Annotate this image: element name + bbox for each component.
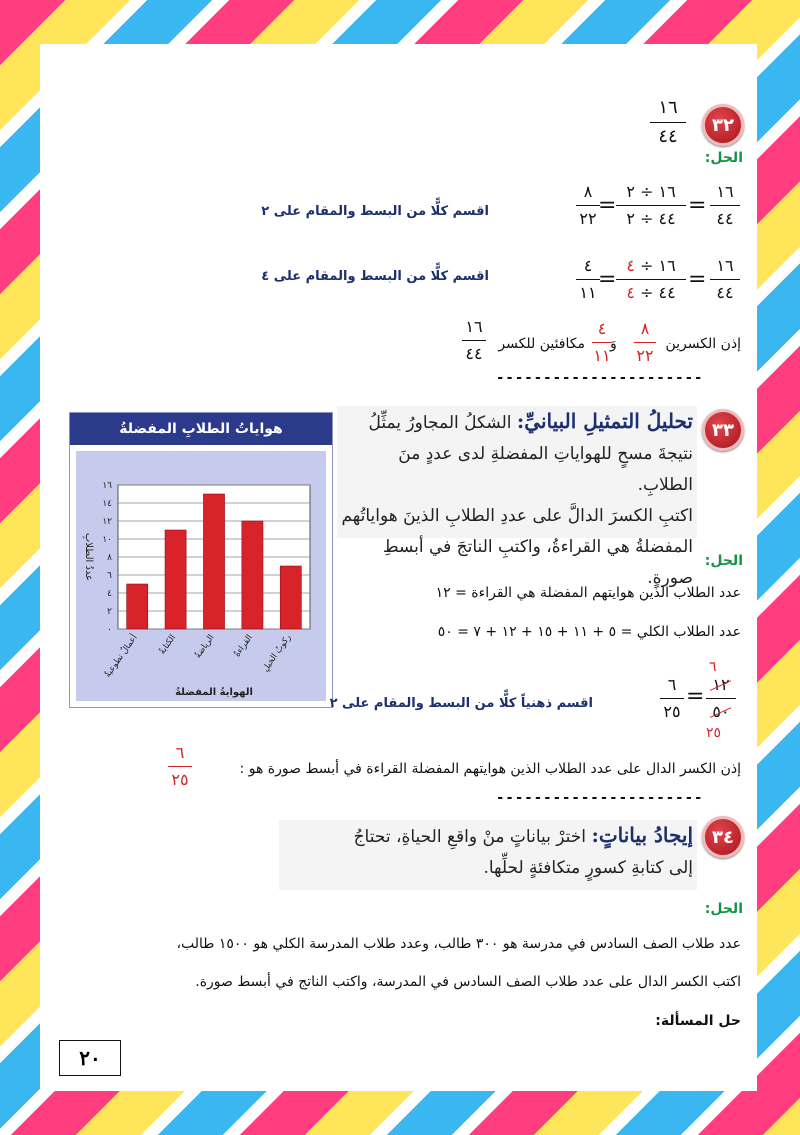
x-axis-label: الهوايةُ المفضلةُ — [175, 687, 253, 698]
question-32-badge — [702, 104, 744, 146]
y-tick-label: ١٤ — [102, 499, 112, 509]
y-tick-label: ٢ — [107, 607, 112, 617]
equals-sign: = — [688, 267, 707, 292]
problem-text: تحليلُ التمثيلِ البيانيِّ: الشكلُ المجاورُ يمثِّلُ نتيجةَ مسحٍ للهواياتِ المفضلةِ لدى عددٍ منَ الطلابِ. اكتبِ الكسرَ الدالَّ على عددِ الطلابِ الذينَ هواياتُهم المفضلةُ هي القراءةُ، واكتبِ الناتجَ في أبسطِ صورةٍ. — [337, 406, 697, 538]
solution-label: الحل: — [704, 150, 743, 166]
problem-fraction — [650, 99, 686, 146]
division-fraction: ١٦ ÷ ٢ ٤٤ ÷ ٢ — [616, 184, 686, 227]
bar — [203, 494, 224, 629]
division-fraction: ١٦ ÷ ٤ ٤٤ ÷ ٤ — [616, 258, 686, 301]
new-denominator: ٢٥ — [706, 725, 722, 741]
conclusion-prefix: إذن الكسرين — [665, 336, 741, 352]
numerator: ١٦ — [658, 97, 678, 118]
y-tick-label: ٦ — [107, 571, 112, 581]
answer-fraction: ٦ ٢٥ — [168, 745, 192, 788]
y-axis-label: عددُ الطلابِ — [83, 532, 94, 582]
x-tick-label: أعمالٌ تطوعيةٌ — [102, 632, 140, 680]
equals-sign: = — [598, 267, 617, 292]
solution-label: الحل: — [704, 901, 743, 917]
divider: ---------------------- — [496, 370, 704, 386]
bar — [280, 566, 301, 629]
step-note: اقسم كلًّا من البسط والمقام على ٢ — [261, 204, 489, 219]
problem-text: إيجادُ بياناتٍ: اخترْ بياناتٍ منْ واقعِ الحياةِ، تحتاجُ إلى كتابةِ كسورٍ متكافئةٍ لحلِّها. — [279, 820, 697, 890]
fraction: ١٦ ٤٤ — [710, 258, 740, 301]
problem-title: إيجادُ بياناتٍ: — [591, 823, 693, 847]
conclusion: إذن الكسر الدال على عدد الطلاب الذين هوايتهم المفضلة القراءة في أبسط صورة هو : — [239, 761, 741, 777]
step-note: اقسم ذهنياً كلًّا من البسط والمقام على ٢ — [329, 696, 593, 711]
x-tick-label: القراءةُ — [232, 632, 255, 660]
bar — [242, 521, 263, 629]
problem-data: عدد طلاب الصف السادس في مدرسة هو ٣٠٠ طالب، وعدد طلاب المدرسة الكلي هو ١٥٠٠ طالب، — [176, 936, 741, 952]
equals-sign: = — [686, 684, 705, 709]
x-tick-label: الرياضةُ — [193, 632, 217, 661]
fraction: ٦ ٢٥ — [660, 677, 684, 720]
fraction: ٨ ٢٢ — [576, 184, 600, 227]
x-tick-label: ركوبُ الخيلِ — [260, 632, 294, 674]
equals-sign: = — [688, 193, 707, 218]
problem-title: تحليلُ التمثيلِ البيانيِّ: — [516, 409, 693, 433]
y-tick-label: ٨ — [107, 553, 112, 563]
y-tick-label: ٠ — [107, 625, 112, 635]
fraction: ١٦ ٤٤ — [710, 184, 740, 227]
solution-label: الحل: — [704, 553, 743, 569]
chart-title: هواياتُ الطلابِ المفضلةُ — [70, 413, 332, 445]
reading-count: عدد الطلاب الذين هوايتهم المفضلة هي القراءة = ١٢ — [435, 585, 741, 601]
equals-sign: = — [598, 193, 617, 218]
and-word: وَ — [610, 336, 617, 352]
fraction: ١٦ ٤٤ — [462, 319, 486, 362]
bar — [127, 584, 148, 629]
solve-label: حل المسألة: — [655, 1013, 741, 1029]
fraction: ٨ ٢٢ — [634, 321, 656, 364]
total-count: عدد الطلاب الكلي = ٥ + ١١ + ١٥ + ١٢ + ٧ = ٥٠ — [437, 624, 741, 640]
denominator: ٤٤ — [658, 126, 678, 147]
chart-plot — [70, 445, 332, 707]
new-numerator: ٦ — [709, 659, 717, 675]
conclusion-middle: مكافئين للكسر — [498, 336, 585, 352]
crossed-fraction: ١٢ ٥٠ — [706, 677, 736, 720]
bar — [165, 530, 186, 629]
page — [40, 44, 757, 1091]
y-tick-label: ١٢ — [102, 517, 112, 527]
page-number: ٢٠ — [59, 1040, 121, 1076]
divider: ---------------------- — [496, 790, 704, 806]
y-tick-label: ١٠ — [102, 535, 112, 545]
problem-instruction: اكتب الكسر الدال على عدد طلاب الصف السادس في المدرسة، واكتب الناتج في أبسط صورة. — [195, 974, 741, 990]
y-tick-label: ١٦ — [102, 481, 112, 491]
question-34-badge: ٣٤ — [702, 816, 744, 858]
y-tick-label: ٤ — [107, 589, 112, 599]
fraction: ٤ ١١ — [593, 319, 611, 365]
question-number: ٣٢ — [712, 114, 734, 136]
question-33-badge: ٣٣ — [702, 409, 744, 451]
fraction: ٤ ١١ — [576, 258, 600, 301]
x-tick-label: الكتابةُ — [157, 632, 179, 657]
step-note: اقسم كلًّا من البسط والمقام على ٤ — [261, 269, 489, 284]
bar-chart — [69, 412, 333, 708]
